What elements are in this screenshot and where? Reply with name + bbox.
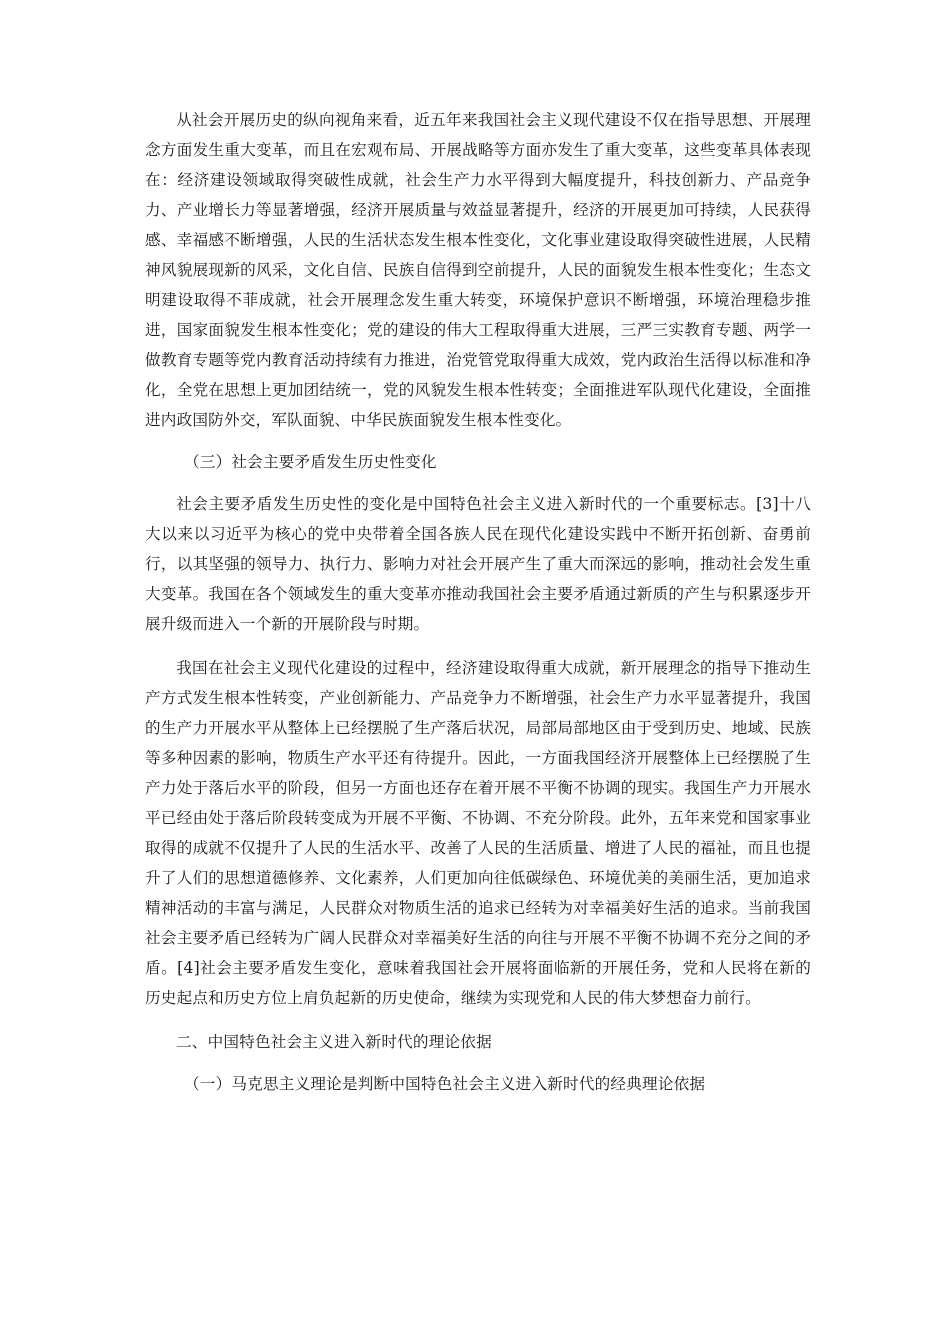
body-paragraph: 社会主要矛盾发生历史性的变化是中国特色社会主义进入新时代的一个重要标志。[3]十八大以来以习近平为核心的党中央带着全国各族人民在现代化建设实践中不断开拓创新、奋勇前行，以其坚强的领导力、执行力、影响力对社会开展产生了重大而深远的影响，推动社会发生重大变革。我国在各个领域发生的重大变革亦推动我国社会主要矛盾通过新质的产生与积累逐步开展升级而进入一个新的开展阶段与时期。	[145, 495, 811, 633]
body-paragraph: 我国在社会主义现代化建设的过程中，经济建设取得重大成就，新开展理念的指导下推动生产方式发生根本性转变，产业创新能力、产品竞争力不断增强，社会生产力水平显著提升，我国的生产力开展水平从整体上已经摆脱了生产落后状况，局部局部地区由于受到历史、地域、民族等多种因素的影响，物质生产水平还有待提升。因此，一方面我国经济开展整体上已经摆脱了生产力处于落后水平的阶段，但另一方面也还存在着开展不平衡不协调的现实。我国生产力开展水平已经由处于落后阶段转变成为开展不平衡、不协调、不充分阶段。此外，五年来党和国家事业取得的成就不仅提升了人民的生活水平、改善了人民的生活质量、增进了人民的福祉，而且也提升了人们的思想道德修养、文化素养，人们更加向往低碳绿色、环境优美的美丽生活，更加追求精神活动的丰富与满足，人民群众对物质生活的追求已经转为对幸福美好生活的追求。当前我国社会主要矛盾已经转为广阔人民群众对幸福美好生活的向往与开展不平衡不协调不充分之间的矛盾。[4]社会主要矛盾发生变化，意味着我国社会开展将面临新的开展任务，党和人民将在新的历史起点和历史方位上肩负起新的历史使命，继续为实现党和人民的伟大梦想奋力前行。	[145, 659, 811, 1007]
document-page	[145, 105, 811, 1099]
subsection-heading: （三）社会主要矛盾发生历史性变化	[184, 453, 437, 471]
section-heading: 二、中国特色社会主义进入新时代的理论依据	[176, 1033, 492, 1051]
subsection-heading: （一）马克思主义理论是判断中国特色社会主义进入新时代的经典理论依据	[184, 1075, 706, 1093]
body-paragraph: 从社会开展历史的纵向视角来看，近五年来我国社会主义现代建设不仅在指导思想、开展理念方面发生重大变革，而且在宏观布局、开展战略等方面亦发生了重大变革，这些变革具体表现在：经济建设领域取得突破性成就，社会生产力水平得到大幅度提升，科技创新力、产品竞争力、产业增长力等显著增强，经济开展质量与效益显著提升，经济的开展更加可持续，人民获得感、幸福感不断增强，人民的生活状态发生根本性变化，文化事业建设取得突破性进展，人民精神风貌展现新的风采，文化自信、民族自信得到空前提升，人民的面貌发生根本性变化；生态文明建设取得不菲成就，社会开展理念发生重大转变，环境保护意识不断增强，环境治理稳步推进，国家面貌发生根本性变化；党的建设的伟大工程取得重大进展，三严三实教育专题、两学一做教育专题等党内教育活动持续有力推进，治党管党取得重大成效，党内政治生活得以标准和净化，全党在思想上更加团结统一，党的风貌发生根本性转变；全面推进军队现代化建设，全面推进内政国防外交，军队面貌、中华民族面貌发生根本性变化。	[145, 111, 811, 429]
